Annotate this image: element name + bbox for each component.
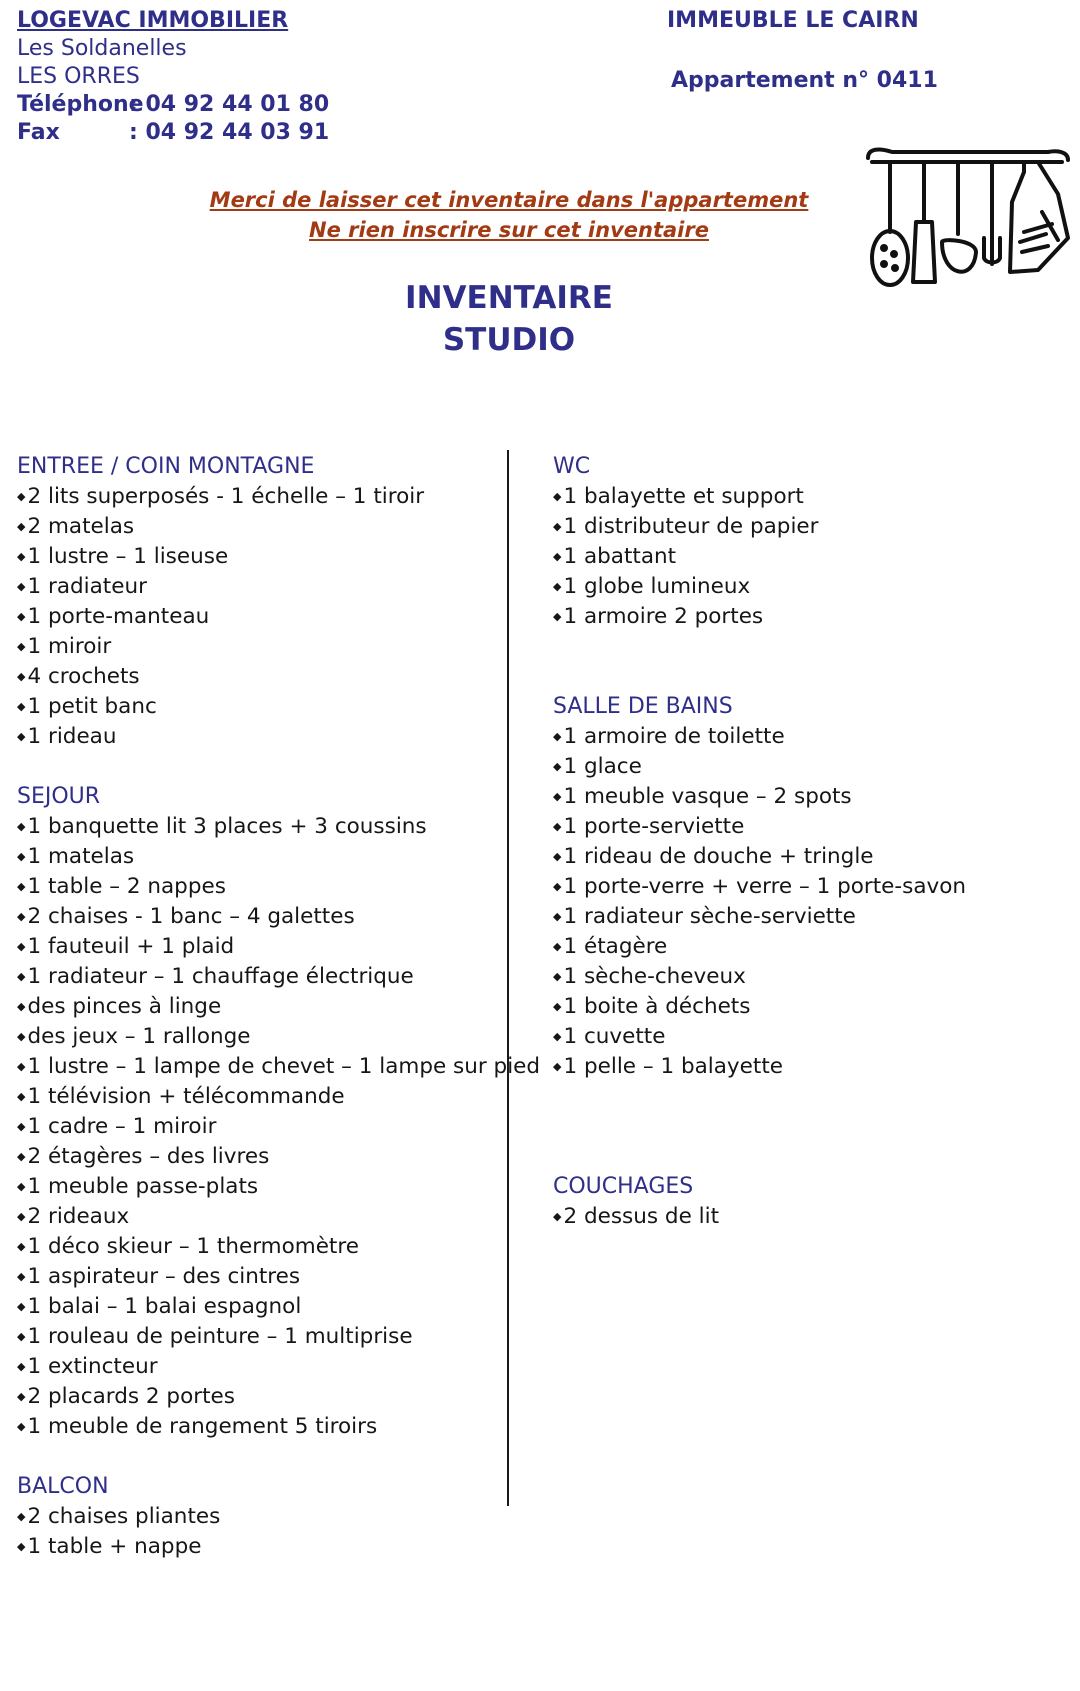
section-sejour [17, 782, 540, 1442]
list-item: ◆ 1 aspirateur – des cintres [17, 1262, 540, 1292]
list-item: ◆ 1 banquette lit 3 places + 3 coussins [17, 812, 540, 842]
document-subtitle: STUDIO [442, 322, 576, 358]
address-line-1: Les Soldanelles [17, 36, 187, 61]
list-item: ◆ 2 placards 2 portes [17, 1382, 540, 1412]
list-item: ◆ 1 télévision + télécommande [17, 1082, 540, 1112]
list-item: ◆ 1 matelas [17, 842, 540, 872]
list-item: ◆ des jeux – 1 rallonge [17, 1022, 540, 1052]
list-item: ◆ 1 sèche-cheveux [553, 962, 966, 992]
list-item: ◆ 1 rideau de douche + tringle [553, 842, 966, 872]
section-title: BALCON [17, 1474, 109, 1499]
list-item: ◆ 1 glace [553, 752, 966, 782]
list-item: ◆ 1 rideau [17, 722, 540, 752]
list-item: ◆ 1 radiateur sèche-serviette [553, 902, 966, 932]
document-title: INVENTAIRE [405, 280, 613, 316]
list-item: ◆ 1 armoire de toilette [553, 722, 966, 752]
list-item: ◆ 1 meuble vasque – 2 spots [553, 782, 966, 812]
list-item: ◆ 1 globe lumineux [553, 572, 966, 602]
list-item: ◆ 2 matelas [17, 512, 540, 542]
section-entree [17, 452, 540, 752]
list-item: ◆ des pinces à linge [17, 992, 540, 1022]
phone-row [17, 90, 329, 120]
list-item: ◆ 1 distributeur de papier [553, 512, 966, 542]
list-item: ◆ 4 crochets [17, 662, 540, 692]
list-item: ◆ 2 dessus de lit [553, 1202, 966, 1232]
phone-label: Téléphone [17, 92, 144, 117]
list-item: ◆ 1 abattant [553, 542, 966, 572]
notice-line-2: Ne rien inscrire sur cet inventaire [309, 218, 709, 242]
list-item: ◆ 1 radiateur [17, 572, 540, 602]
list-item: ◆ 1 porte-verre + verre – 1 porte-savon [553, 872, 966, 902]
list-item: ◆ 2 chaises - 1 banc – 4 galettes [17, 902, 540, 932]
list-item: ◆ 1 rouleau de peinture – 1 multiprise [17, 1322, 540, 1352]
list-item: ◆ 1 armoire 2 portes [553, 602, 966, 632]
list-item: ◆ 1 radiateur – 1 chauffage électrique [17, 962, 540, 992]
section-balcon [17, 1472, 540, 1562]
fax-row [17, 118, 329, 148]
list-item: ◆ 1 lustre – 1 liseuse [17, 542, 540, 572]
list-item: ◆ 1 cuvette [553, 1022, 966, 1052]
list-item: ◆ 1 fauteuil + 1 plaid [17, 932, 540, 962]
section-couchages [553, 1172, 966, 1232]
section-wc [553, 452, 966, 632]
list-item: ◆ 1 table + nappe [17, 1532, 540, 1562]
list-item: ◆ 1 miroir [17, 632, 540, 662]
fax-label: Fax [17, 120, 60, 145]
list-item: ◆ 1 extincteur [17, 1352, 540, 1382]
list-item: ◆ 1 boite à déchets [553, 992, 966, 1022]
list-item: ◆ 1 petit banc [17, 692, 540, 722]
list-item: ◆ 1 table – 2 nappes [17, 872, 540, 902]
right-column [553, 452, 966, 1232]
list-item: ◆ 1 déco skieur – 1 thermomètre [17, 1232, 540, 1262]
list-item: ◆ 2 chaises pliantes [17, 1502, 540, 1532]
list-item: ◆ 1 porte-manteau [17, 602, 540, 632]
list-item: ◆ 1 pelle – 1 balayette [553, 1052, 966, 1082]
notice-line-1: Merci de laisser cet inventaire dans l'appartement [209, 188, 809, 212]
list-item: ◆ 1 meuble passe-plats [17, 1172, 540, 1202]
list-item: ◆ 1 porte-serviette [553, 812, 966, 842]
section-title: SEJOUR [17, 784, 101, 809]
list-item: ◆ 1 étagère [553, 932, 966, 962]
section-title: COUCHAGES [553, 1174, 694, 1199]
list-item: ◆ 1 cadre – 1 miroir [17, 1112, 540, 1142]
building-name: IMMEUBLE LE CAIRN [667, 8, 919, 33]
list-item: ◆ 2 étagères – des livres [17, 1142, 540, 1172]
address-line-2: LES ORRES [17, 64, 140, 89]
list-item: ◆ 1 balayette et support [553, 482, 966, 512]
list-item: ◆ 2 rideaux [17, 1202, 540, 1232]
phone-value: : 04 92 44 01 80 [129, 92, 330, 117]
section-salle-de-bains [553, 692, 966, 1082]
company-name: LOGEVAC IMMOBILIER [17, 8, 289, 33]
list-item: ◆ 1 meuble de rangement 5 tiroirs [17, 1412, 540, 1442]
fax-value: : 04 92 44 03 91 [129, 120, 330, 145]
section-title: ENTREE / COIN MONTAGNE [17, 454, 315, 479]
section-title: WC [553, 454, 591, 479]
list-item: ◆ 2 lits superposés - 1 échelle – 1 tiroir [17, 482, 540, 512]
apartment-number: Appartement n° 0411 [671, 68, 938, 93]
list-item: ◆ 1 balai – 1 balai espagnol [17, 1292, 540, 1322]
left-column [17, 452, 540, 1562]
list-item: ◆ 1 lustre – 1 lampe de chevet – 1 lampe sur pied [17, 1052, 540, 1082]
section-title: SALLE DE BAINS [553, 694, 733, 719]
